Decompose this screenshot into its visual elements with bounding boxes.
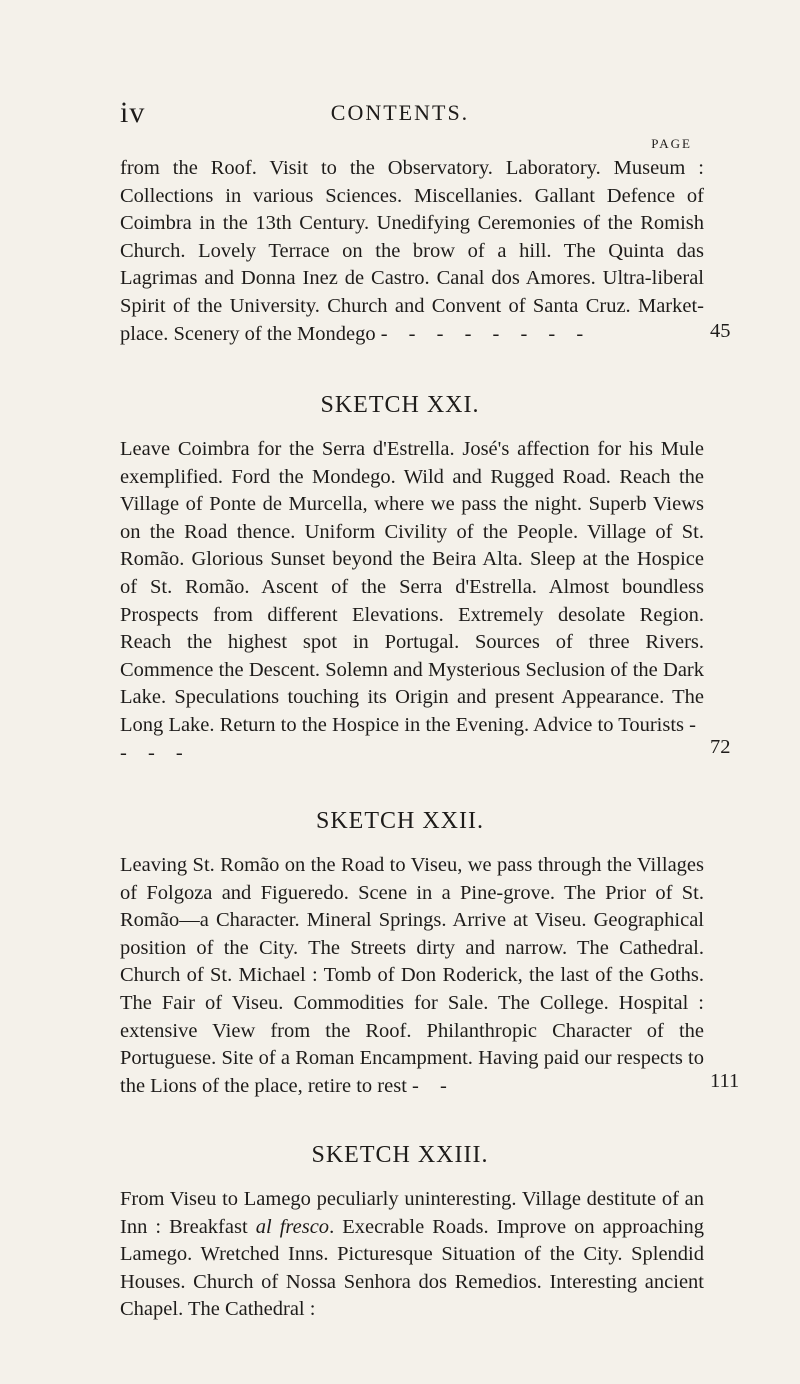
dot-leader: - - xyxy=(412,1074,455,1097)
entry-text: . Execrable Roads. Improve on approaching Lamego. Wretched Inns. Picturesque Situation of the City. Splendid Houses. Church of Nossa Senhora dos Remedios. Interesting ancient Chapel. The Cathedral : xyxy=(120,1215,704,1321)
sketch-summary xyxy=(120,1186,704,1324)
sketch-heading: SKETCH XXI. xyxy=(320,392,480,418)
running-head: CONTENTS. xyxy=(330,100,470,125)
entry-text: Leaving St. Romão on the Road to Viseu, we pass through the Villages of Folgoza and Figueredo. Scene in a Pine-grove. The Prior of St. Romão—a Character. Mineral Springs. Arrive at Viseu. Geographical position of the City. The Streets dirty and narrow. The Cathedral. Church of St. Michael : Tomb of Don Roderick, the last of the Goths. The Fair of Viseu. Commodities for Sale. The College. Hospital : extensive View from the Roof. Philanthropic Character of the Portuguese. Site of a Roman Encampment. Having paid our respects to the Lions of the place, retire to rest xyxy=(120,854,704,1097)
contents-entry-continuation xyxy=(120,155,704,348)
dot-leader: - - - - - - - - xyxy=(380,322,592,345)
sketch-heading: SKETCH XXII. xyxy=(316,808,484,834)
entry-text: Leave Coimbra for the Serra d'Estrella. José's affection for his Mule exemplified. Ford the Mondego. Wild and Rugged Road. Reach the Village of Ponte de Murcella, where we pass the night. Superb Views on the Road thence. Uniform Civility of the People. Village of St. Romão. Glorious Sunset beyond the Beira Alta. Sleep at the Hospice of St. Romão. Ascent of the Serra d'Estrella. Almost boundless Prospects from different Elevations. Extremely desolate Region. Reach the highest spot in Portugal. Sources of three Rivers. Commence the Descent. Solemn and Mysterious Seclusion of the Dark Lake. Speculations touching its Origin and present Appearance. The Long Lake. Return to the Hospice in the Evening. Advice to Tourists xyxy=(120,438,704,736)
entry-text: from the Roof. Visit to the Observatory. Laboratory. Museum : Collections in various Sciences. Miscellanies. Gallant Defence of Coimbra in the 13th Century. Unedifying Ceremonies of the Romish Church. Lovely Terrace on the brow of a hill. The Quinta das Lagrimas and Donna Inez de Castro. Canal dos Amores. Ultra-liberal Spirit of the University. Church and Convent of Santa Cruz. Market-place. Scenery of the Mondego xyxy=(120,157,704,345)
entry-text-italic: al fresco xyxy=(255,1215,330,1238)
page-number: 111 xyxy=(710,1070,740,1092)
page-header xyxy=(120,96,680,136)
dot-leader: - - - - xyxy=(120,713,704,764)
sketch-summary xyxy=(120,436,704,767)
entry-text: From Viseu to Lamego peculiarly uninteresting. Village destitute of an Inn : Breakfast xyxy=(120,1188,704,1238)
page-number: 45 xyxy=(710,320,731,342)
sketch-summary xyxy=(120,852,704,1100)
sketch-heading: SKETCH XXIII. xyxy=(311,1142,489,1168)
page-column-label: PAGE xyxy=(651,136,692,151)
page-numeral: iv xyxy=(120,96,146,129)
page-number: 72 xyxy=(710,736,731,758)
